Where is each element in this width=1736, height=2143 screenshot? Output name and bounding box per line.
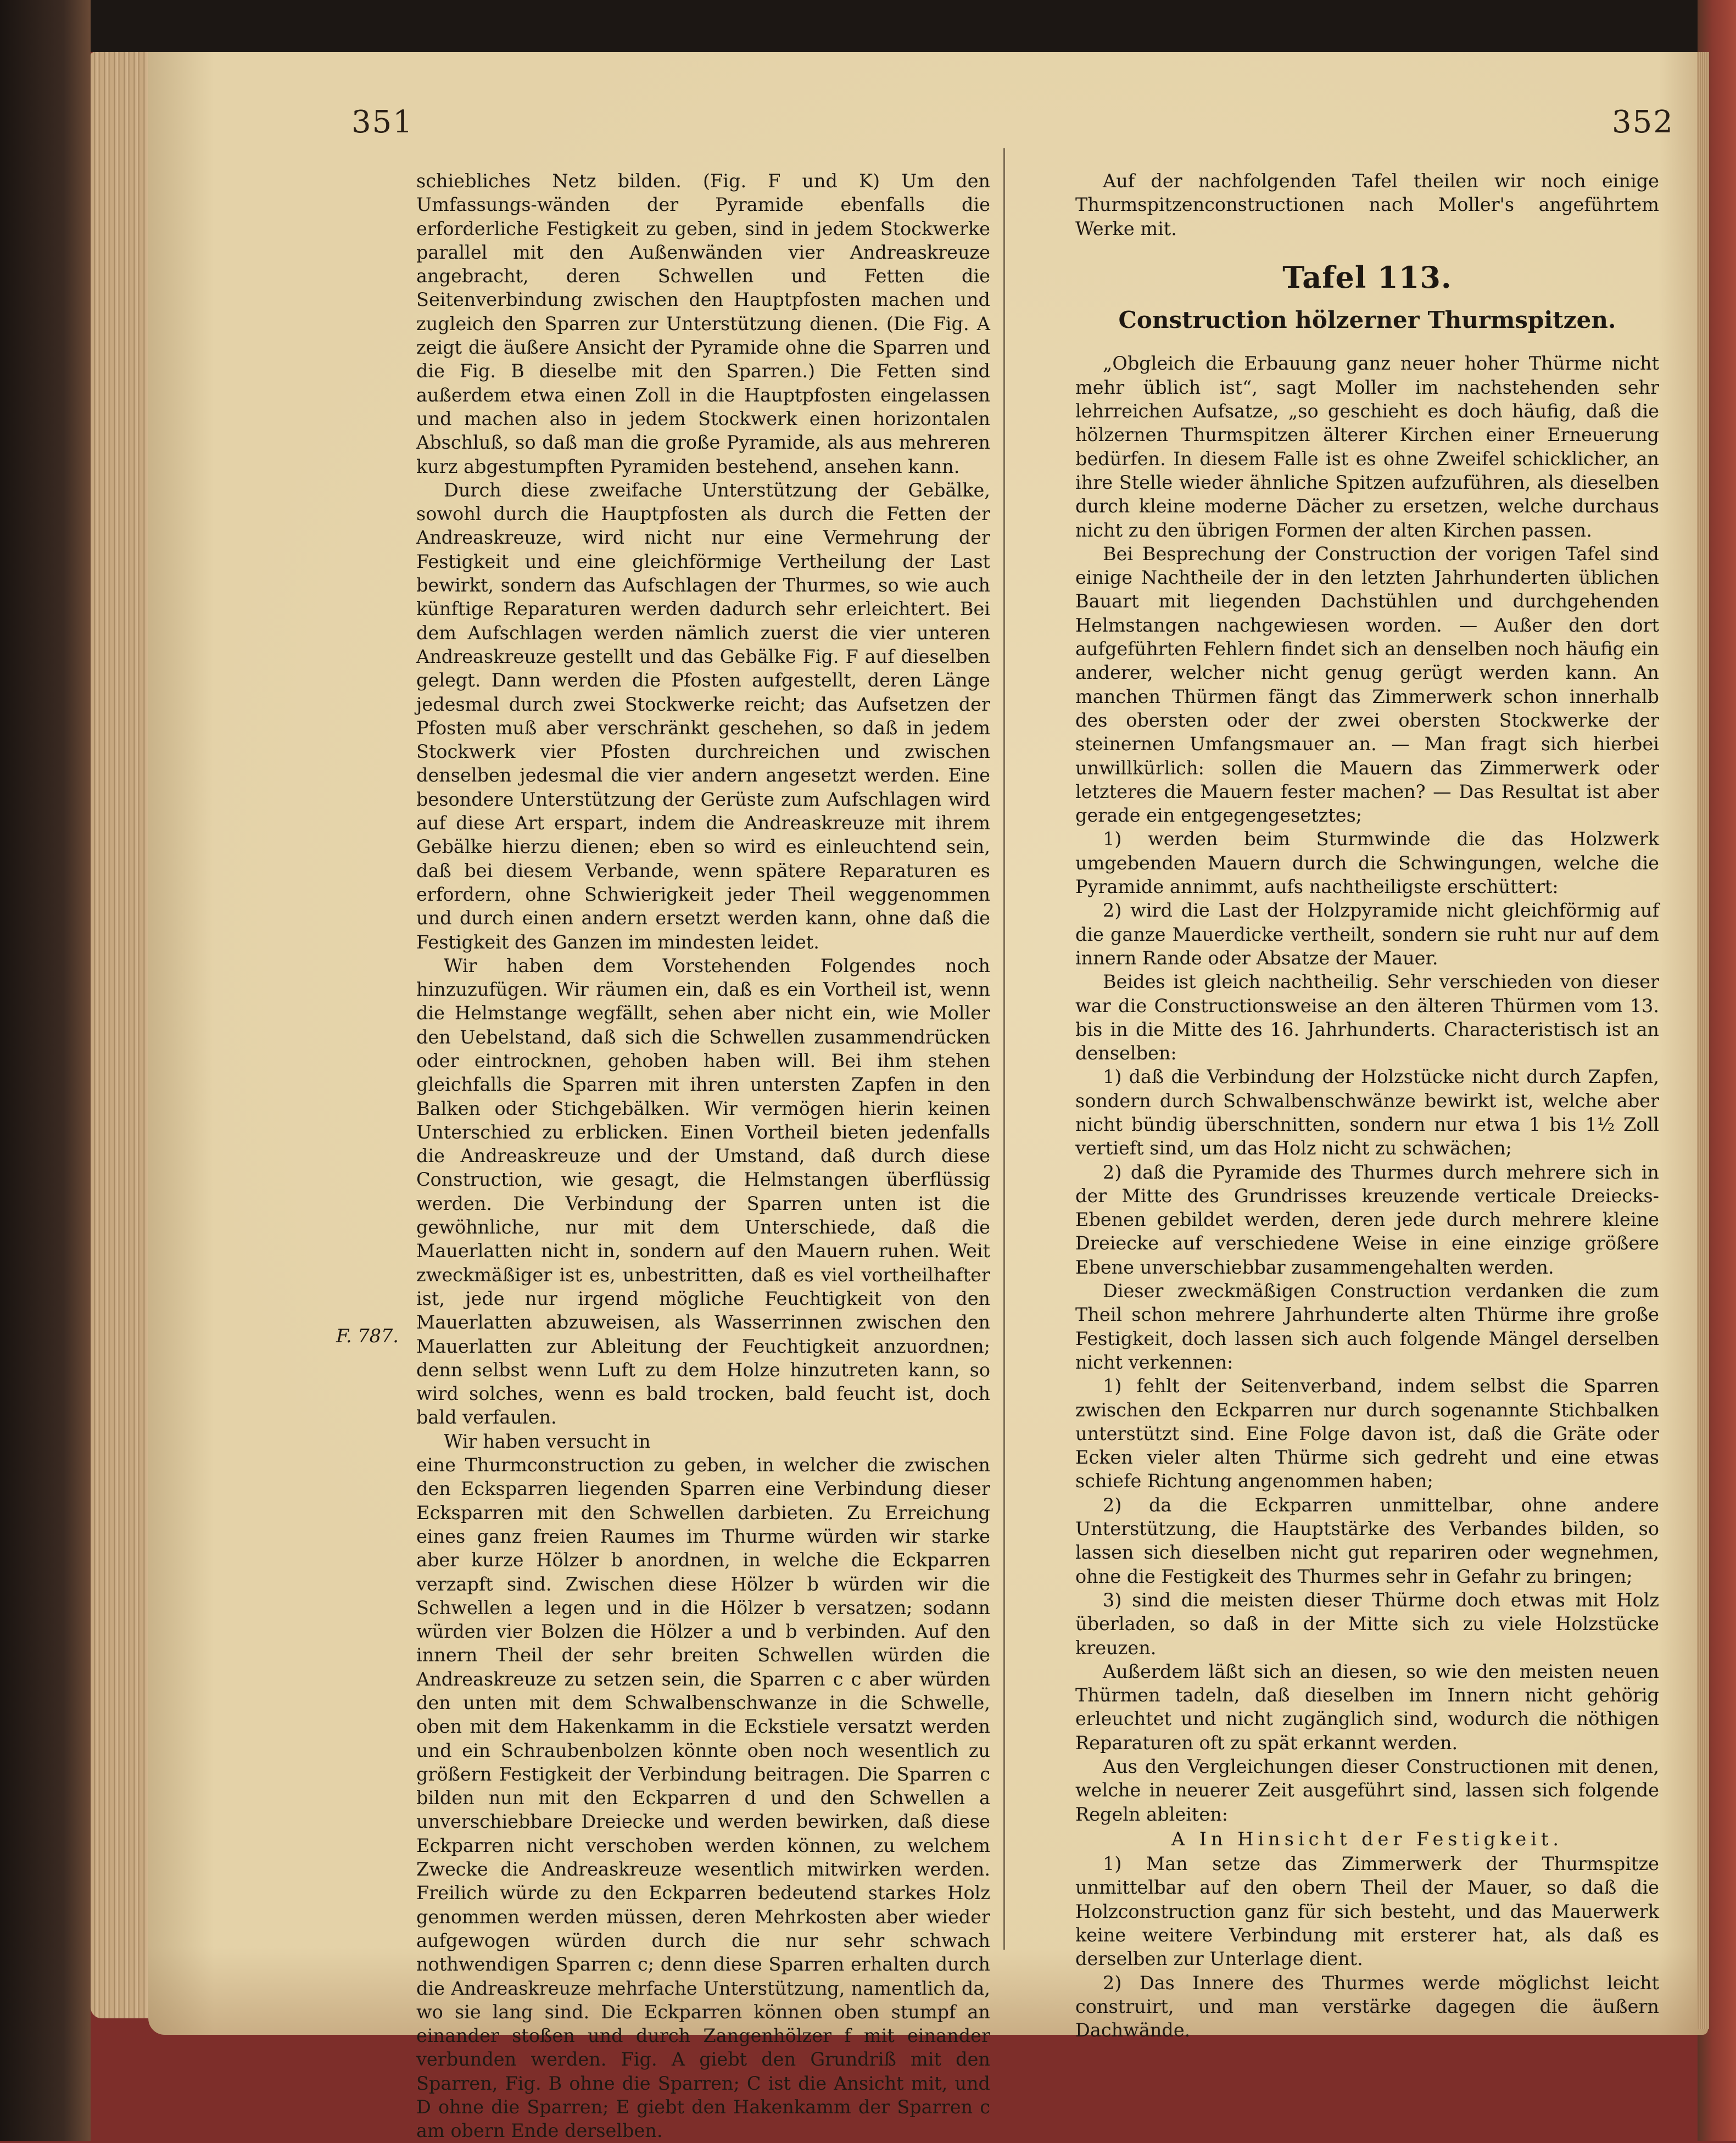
paragraph: eine Thurmconstruction zu geben, in welcher die zwischen den Ecksparren liegenden Sparren eine Verbindung dieser Ecksparren mit den Schwellen darbieten. Zu Erreichung eines ganz freien Raumes im Thurme würden wir starke aber kurze Hölzer b anordnen, in welche die Eckparren verzapft sind. Zwischen diese Hölzer b würden wir die Schwellen a legen und in die Hölzer b versatzen; sodann würden vier Bolzen die Hölzer a und b verbinden. Auf den innern Theil der sehr breiten Schwellen würden die Andreaskreuze zu setzen sein, die Sparren c c aber würden den unten mit dem Schwalbenschwanze in die Schwelle, oben mit dem Hakenkamm in die Eckstiele versatzt werden und ein Schraubenbolzen könnte oben noch wesentlich zu größern Festigkeit der Verbindung beitragen. Die Sparren c bilden nun mit den Eckparren d und den Schwellen a unverschiebbare Dreiecke und werden bewirken, daß diese Eckparren nicht verschoben werden können, zu welchem Zwecke die Andreaskreuze wesentlich mitwirken werden. Freilich würde zu den Eckparren bedeutend starkes Holz genommen werden müssen, deren Mehrkosten aber wieder aufgewogen würden durch die nur sehr schwach nothwendigen Sparren c; denn diese Sparren erhalten durch die Andreaskreuze mehrfache Unterstützung, namentlich da, wo sie lang sind. Die Eckparren können oben stumpf an einander stoßen und durch Zangenhölzer f mit einander verbunden werden. Fig. A giebt den Grundriß mit den Sparren, Fig. B ohne die Sparren; C ist die Ansicht mit, und D ohne die Sparren; E giebt den Hakenkamm der Sparren c am obern Ende derselben. (416, 1454, 990, 2142)
list-item: 2) daß die Pyramide des Thurmes durch mehrere sich in der Mitte des Grundrisses kreuzende verticale Dreiecks-Ebenen gebildet werden, deren jede durch mehrere kleine Dreiecke auf verschiedene Weise in eine einzige größere Ebene unverschiebbar zusammengehalten werden. (1075, 1161, 1659, 1278)
list-item: 3) sind die meisten dieser Thürme doch etwas mit Holz überladen, so daß in der Mitte sich zu viele Holzstücke kreuzen. (1075, 1589, 1659, 1659)
background-top (0, 0, 1736, 52)
paragraph: Bei Besprechung der Construction der vorigen Tafel sind einige Nachtheile der in den letzten Jahrhunderten üblichen Bauart mit liegenden Dachstühlen und durchgehenden Helmstangen nachgewiesen worden. — Außer den dort aufgeführten Fehlern findet sich an denselben noch häufig ein anderer, welcher nicht genug gerügt werden kann. An manchen Thürmen fängt das Zimmerwerk schon innerhalb des obersten oder der zwei obersten Stockwerke der steinernen Umfangsmauer an. — Man fragt sich hierbei unwillkürlich: sollen die Mauern das Zimmerwerk oder letzteres die Mauern fester machen? — Das Resultat ist aber gerade ein entgegengesetztes; (1075, 543, 1659, 827)
left-column (416, 169, 990, 2143)
paragraph: Dieser zweckmäßigen Construction verdanken die zum Theil schon mehrere Jahrhunderte alten Thürme ihre große Festigkeit, doch lassen sich auch folgende Mängel derselben nicht verkennen: (1075, 1280, 1659, 1373)
plate-title: Tafel 113. (1282, 259, 1452, 295)
paragraph: Wir haben versucht in (444, 1430, 651, 1452)
paragraph: Beides ist gleich nachtheilig. Sehr verschieden von dieser war die Constructionsweise an den älteren Thürmen vom 13. bis in die Mitte des 16. Jahrhunderts. Characteristisch ist an denselben: (1075, 971, 1659, 1064)
paragraph: Aus den Vergleichungen dieser Constructionen mit denen, welche in neuerer Zeit ausgeführt sind, lassen sich folgende Regeln ableiten: (1075, 1756, 1659, 1825)
list-item: 2) da die Eckparren unmittelbar, ohne andere Unterstützung, die Hauptstärke des Verbandes bilden, so lassen sich dieselben nicht gut repariren oder wegnehmen, ohne die Festigkeit des Thurmes sehr in Gefahr zu bringen; (1075, 1494, 1659, 1587)
list-item: 1) daß die Verbindung der Holzstücke nicht durch Zapfen, sondern durch Schwalbenschwänze bewirkt ist, welche aber nicht bündig überschnitten, sondern nur etwa 1 bis 1½ Zoll vertieft sind, um das Holz nicht zu schwächen; (1075, 1066, 1659, 1159)
background-left (0, 0, 91, 2141)
paragraph: Wir haben dem Vorstehenden Folgendes noch hinzuzufügen. Wir räumen ein, daß es ein Vortheil ist, wenn die Helmstange wegfällt, sehen aber nicht ein, wie Moller den Uebelstand, daß sich die Schwellen zusammendrücken oder eintrocknen, gehoben haben will. Bei ihm stehen gleichfalls die Sparren mit ihren untersten Zapfen in den Balken oder Stichgebälken. Wir vermögen hierin keinen Unterschied zu erblicken. Einen Vortheil bieten jedenfalls die Andreaskreuze und der Umstand, daß durch diese Construction, wie gesagt, die Helmstangen überflüssig werden. Die Verbindung der Sparren unten ist die gewöhnliche, nur mit dem Unterschiede, daß die Mauerlatten nicht in, sondern auf den Mauern ruhen. Weit zweckmäßiger ist es, unbestritten, daß es viel vortheilhafter ist, jede nur irgend mögliche Feuchtigkeit von den Mauerlatten abzuweisen, als Wasserrinnen zwischen den Mauerlatten zur Ableitung der Feuchtigkeit anzuordnen; denn selbst wenn Luft zu dem Holze hinzutreten kann, so wird solches, wenn es bald trocken, bald feucht ist, doch bald verfaulen. (416, 955, 990, 1428)
page-number-left: 351 (351, 104, 414, 140)
list-item: 1) Man setze das Zimmerwerk der Thurmspitze unmittelbar auf den obern Theil der Mauer, so daß die Holzconstruction ganz für sich besteht, und das Mauerwerk keine weitere Verbindung mit ersterer hat, als daß es derselben zur Unterlage dient. (1075, 1853, 1659, 1970)
list-item: 2) Das Innere des Thurmes werde möglichst leicht construirt, und man verstärke dagegen die äußern Dachwände. (1075, 1972, 1659, 2041)
list-item: 1) werden beim Sturmwinde die das Holzwerk umgebenden Mauern durch die Schwingungen, welche die Pyramide annimmt, aufs nachtheiligste erschüttert: (1075, 828, 1659, 898)
paragraph: „Obgleich die Erbauung ganz neuer hoher Thürme nicht mehr üblich ist“, sagt Moller im nachstehenden sehr lehrreichen Aufsatze, „so geschieht es doch häufig, daß die hölzernen Thurmspitzen älterer Kirchen einer Erneuerung bedürfen. In diesem Falle ist es ohne Zweifel schicklicher, an ihre Stelle wieder ähnliche Spitzen aufzuführen, als dieselben durch kleine moderne Dächer zu ersetzen, welche durchaus nicht zu den übrigen Formen der alten Kirchen passen. (1075, 353, 1659, 541)
paragraph: Außerdem läßt sich an diesen, so wie den meisten neuen Thürmen tadeln, daß dieselben im Innern nicht gehörig erleuchtet und nicht zugänglich sind, wodurch die nöthigen Reparaturen oft zu spät erkannt werden. (1075, 1660, 1659, 1754)
column-divider (1003, 148, 1005, 1950)
intro-paragraph: Auf der nachfolgenden Tafel theilen wir noch einige Thurmspitzenconstructionen nach Moller's angeführtem Werke mit. (1075, 170, 1659, 239)
paragraph: Durch diese zweifache Unterstützung der Gebälke, sowohl durch die Hauptpfosten als durch die Fetten der Andreaskreuze, wird nicht nur eine Vermehrung der Festigkeit und eine gleichförmige Vertheilung der Last bewirkt, sondern das Aufschlagen der Thurmes, so wie auch künftige Reparaturen werden dadurch sehr erleichtert. Bei dem Aufschlagen werden nämlich zuerst die vier unteren Andreaskreuze gestellt und das Gebälke Fig. F auf dieselben gelegt. Dann werden die Pfosten aufgestellt, deren Länge jedesmal durch zwei Stockwerke reicht; das Aufsetzen der Pfosten muß aber verschränkt geschehen, so daß in jedem Stockwerk vier Pfosten durchreichen und zwischen denselben jedesmal die vier andern angesetzt werden. Eine besondere Unterstützung der Gerüste zum Aufschlagen wird auf diese Art erspart, indem die Andreaskreuze mit ihrem Gebälke hierzu dienen; eben so wird es einleuchtend sein, daß bei diesem Verbande, wenn spätere Reparaturen es erfordern, ohne Schwierigkeit jeder Theil weggenommen und durch einen andern ersetzt werden kann, ohne daß die Festigkeit des Ganzen im mindesten leidet. (416, 479, 990, 953)
page-number-right: 352 (1612, 104, 1674, 140)
list-item: 2) wird die Last der Holzpyramide nicht gleichförmig auf die ganze Mauerdicke vertheilt, sondern sie ruht nur auf dem innern Rande oder Absatze der Mauer. (1075, 900, 1659, 969)
plate-subtitle: Construction hölzerner Thurmspitzen. (1118, 306, 1616, 334)
page-stack-right-edge (1697, 52, 1709, 2029)
list-item: 1) fehlt der Seitenverband, indem selbst die Sparren zwischen den Eckparren nur durch sogenannte Stichbalken unterstützt sind. Eine Folge davon ist, daß die Gräte oder Ecken vieler alten Thürme sich gedreht und eine etwas schiefe Richtung angenommen haben; (1075, 1375, 1659, 1492)
right-column (1075, 169, 1659, 2042)
figure-reference: F. 787. (336, 1325, 399, 1347)
paragraph: schiebliches Netz bilden. (Fig. F und K) Um den Umfassungs-wänden der Pyramide ebenfalls die erforderliche Festigkeit zu geben, sind in jedem Stockwerke parallel mit den Außenwänden vier Andreaskreuze angebracht, deren Schwellen und Fetten die Seitenverbindung zwischen den Hauptpfosten machen und zugleich den Sparren zur Unterstützung dienen. (Die Fig. A zeigt die äußere Ansicht der Pyramide ohne die Sparren und die Fig. B dieselbe mit den Sparren.) Die Fetten sind außerdem etwa einen Zoll in die Hauptpfosten eingelassen und machen also in jedem Stockwerk einen horizontalen Abschluß, so daß man die große Pyramide, als aus mehreren kurz abgestumpften Pyramiden bestehend, ansehen kann. (416, 170, 990, 477)
section-heading: A In Hinsicht der Festigkeit. (1171, 1828, 1564, 1850)
